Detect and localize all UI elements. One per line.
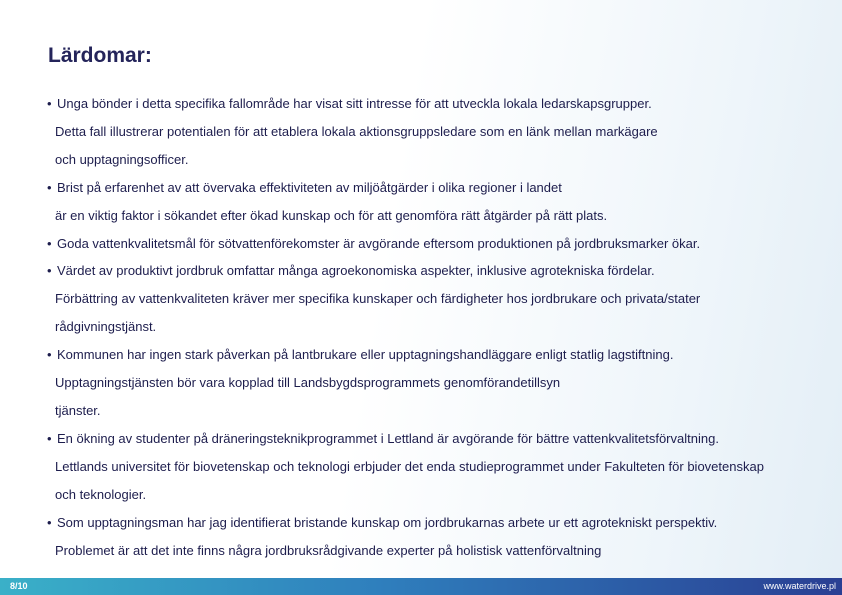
bullet-text: Upptagningstjänsten bör vara kopplad till Landsbygdsprogrammets genomförandetillsyn <box>55 375 561 391</box>
bullet-text: Brist på erfarenhet av att övervaka effektiviteten av miljöåtgärder i olika regioner i landet <box>57 179 562 195</box>
list-item <box>47 257 837 341</box>
bullet-dot: • <box>47 179 52 195</box>
bullet-text: Kommunen har ingen stark påverkan på lantbrukare eller upptagningshandläggare enligt statlig lagstiftning. <box>57 347 674 363</box>
bullet-list <box>47 90 837 564</box>
bullet-text: och teknologier. <box>55 486 147 502</box>
list-item <box>47 425 837 509</box>
bullet-text: Detta fall illustrerar potentialen för att etablera lokala aktionsgruppsledare som en länk mellan markägare <box>55 123 658 139</box>
list-item <box>47 174 837 230</box>
bullet-text: Förbättring av vattenkvaliteten kräver mer specifika kunskaper och färdigheter hos jordbrukare och privata/stater <box>55 291 701 307</box>
website-link[interactable]: www.waterdrive.pl <box>763 581 836 591</box>
bullet-text: Värdet av produktivt jordbruk omfattar många agroekonomiska aspekter, inklusive agrotekniska fördelar. <box>57 263 655 279</box>
bullet-dot: • <box>47 263 52 279</box>
bullet-text: tjänster. <box>55 402 101 418</box>
list-item <box>47 230 837 258</box>
bullet-text: rådgivningstjänst. <box>55 319 157 335</box>
bullet-dot: • <box>47 96 52 111</box>
bullet-text: och upptagningsofficer. <box>55 151 189 167</box>
footer-bar <box>0 578 842 595</box>
bullet-text: Goda vattenkvalitetsmål för sötvattenförekomster är avgörande eftersom produktionen på jordbruksmarker ökar. <box>57 235 701 251</box>
bullet-text: Problemet är att det inte finns några jordbruksrådgivande experter på holistisk vattenförvaltning <box>55 542 602 558</box>
page-title: Lärdomar: <box>48 44 152 67</box>
list-item <box>47 90 837 174</box>
bullet-dot: • <box>47 514 52 530</box>
bullet-dot: • <box>47 347 52 363</box>
bullet-text: är en viktig faktor i sökandet efter ökad kunskap och för att genomföra rätt åtgärder på rätt plats. <box>55 207 608 223</box>
list-item <box>47 509 837 565</box>
list-item <box>47 341 837 425</box>
bullet-text: En ökning av studenter på dräneringsteknikprogrammet i Lettland är avgörande för bättre vattenkvalitetsförvaltning. <box>57 430 719 446</box>
bullet-text: Som upptagningsman har jag identifierat bristande kunskap om jordbrukarnas arbete ur ett agrotekniskt perspektiv. <box>57 514 718 530</box>
bullet-dot: • <box>47 235 52 251</box>
bullet-dot: • <box>47 430 52 446</box>
bullet-text: Unga bönder i detta specifika fallområde har visat sitt intresse för att utveckla lokala ledarskapsgrupper. <box>57 96 652 111</box>
bullet-text: Lettlands universitet för biovetenskap och teknologi erbjuder det enda studieprogrammet under Fakulteten för biovetenskap <box>55 458 764 474</box>
page-number: 8/10 <box>10 581 28 591</box>
